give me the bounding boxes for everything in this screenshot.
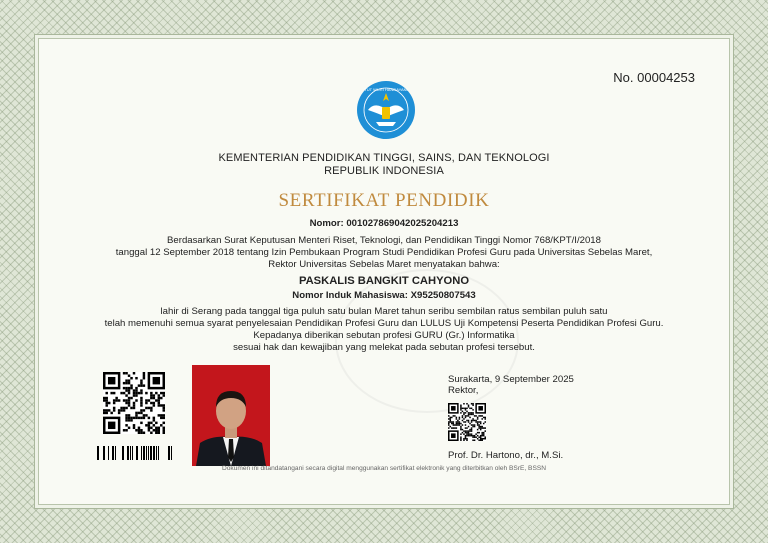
signature-block bbox=[448, 374, 574, 396]
certificate-number bbox=[613, 70, 695, 85]
body-line-4: sesuai hak dan kewajiban yang melekat pada sebutan profesi tersebut. bbox=[233, 342, 535, 353]
signature-qr-code-icon bbox=[448, 403, 486, 441]
logo-text: TUT WURI HANDAYANI bbox=[364, 87, 408, 92]
basis-line-1: Berdasarkan Surat Keputusan Menteri Riset, Teknologi, dan Pendidikan Tinggi Nomor 768/KPT/I/2018 bbox=[167, 235, 601, 246]
number-label: No. bbox=[613, 70, 634, 85]
country-name: REPUBLIK INDONESIA bbox=[324, 165, 444, 177]
place-date: Surakarta, 9 September 2025 bbox=[448, 374, 574, 385]
number-value: 00004253 bbox=[637, 70, 695, 85]
digital-signature-note: Dokumen ini ditandatangani secara digital menggunakan sertifikat elektronik yang diterbitkan oleh BSrE, BSSN bbox=[221, 465, 546, 472]
body-line-1: lahir di Serang pada tanggal tiga puluh satu bulan Maret tahun seribu sembilan ratus sembilan puluh satu bbox=[160, 306, 608, 317]
signer-title: Rektor, bbox=[448, 385, 479, 396]
recipient-name: PASKALIS BANGKIT CAHYONO bbox=[298, 275, 470, 287]
student-id: Nomor Induk Mahasiswa: X95250807543 bbox=[292, 290, 476, 301]
certificate-body bbox=[38, 38, 730, 505]
barcode-icon bbox=[97, 446, 173, 460]
tut-wuri-handayani-logo-icon bbox=[356, 80, 416, 140]
basis-line-2: tanggal 12 September 2018 tentang Izin Pembukaan Program Studi Pendidikan Profesi Guru pada Universitas Sebelas Maret, bbox=[115, 247, 653, 258]
qr-code-icon bbox=[103, 372, 165, 434]
body-line-2: telah memenuhi semua syarat penyelesaian Pendidikan Profesi Guru dan LULUS Uji Kompetensi Peserta Pendidikan Profesi Guru. bbox=[104, 318, 664, 329]
signer-name: Prof. Dr. Hartono, dr., M.Si. bbox=[448, 450, 564, 461]
recipient-photo bbox=[192, 365, 270, 466]
certificate-nomor: Nomor: 001027869042025204213 bbox=[309, 218, 459, 229]
ministry-name: KEMENTERIAN PENDIDIKAN TINGGI, SAINS, DAN TEKNOLOGI bbox=[218, 152, 550, 164]
certificate-title: SERTIFIKAT PENDIDIK bbox=[278, 190, 490, 211]
body-line-3: Kepadanya diberikan sebutan profesi GURU (Gr.) Informatika bbox=[253, 330, 515, 341]
basis-line-3: Rektor Universitas Sebelas Maret menyatakan bahwa: bbox=[268, 259, 500, 270]
